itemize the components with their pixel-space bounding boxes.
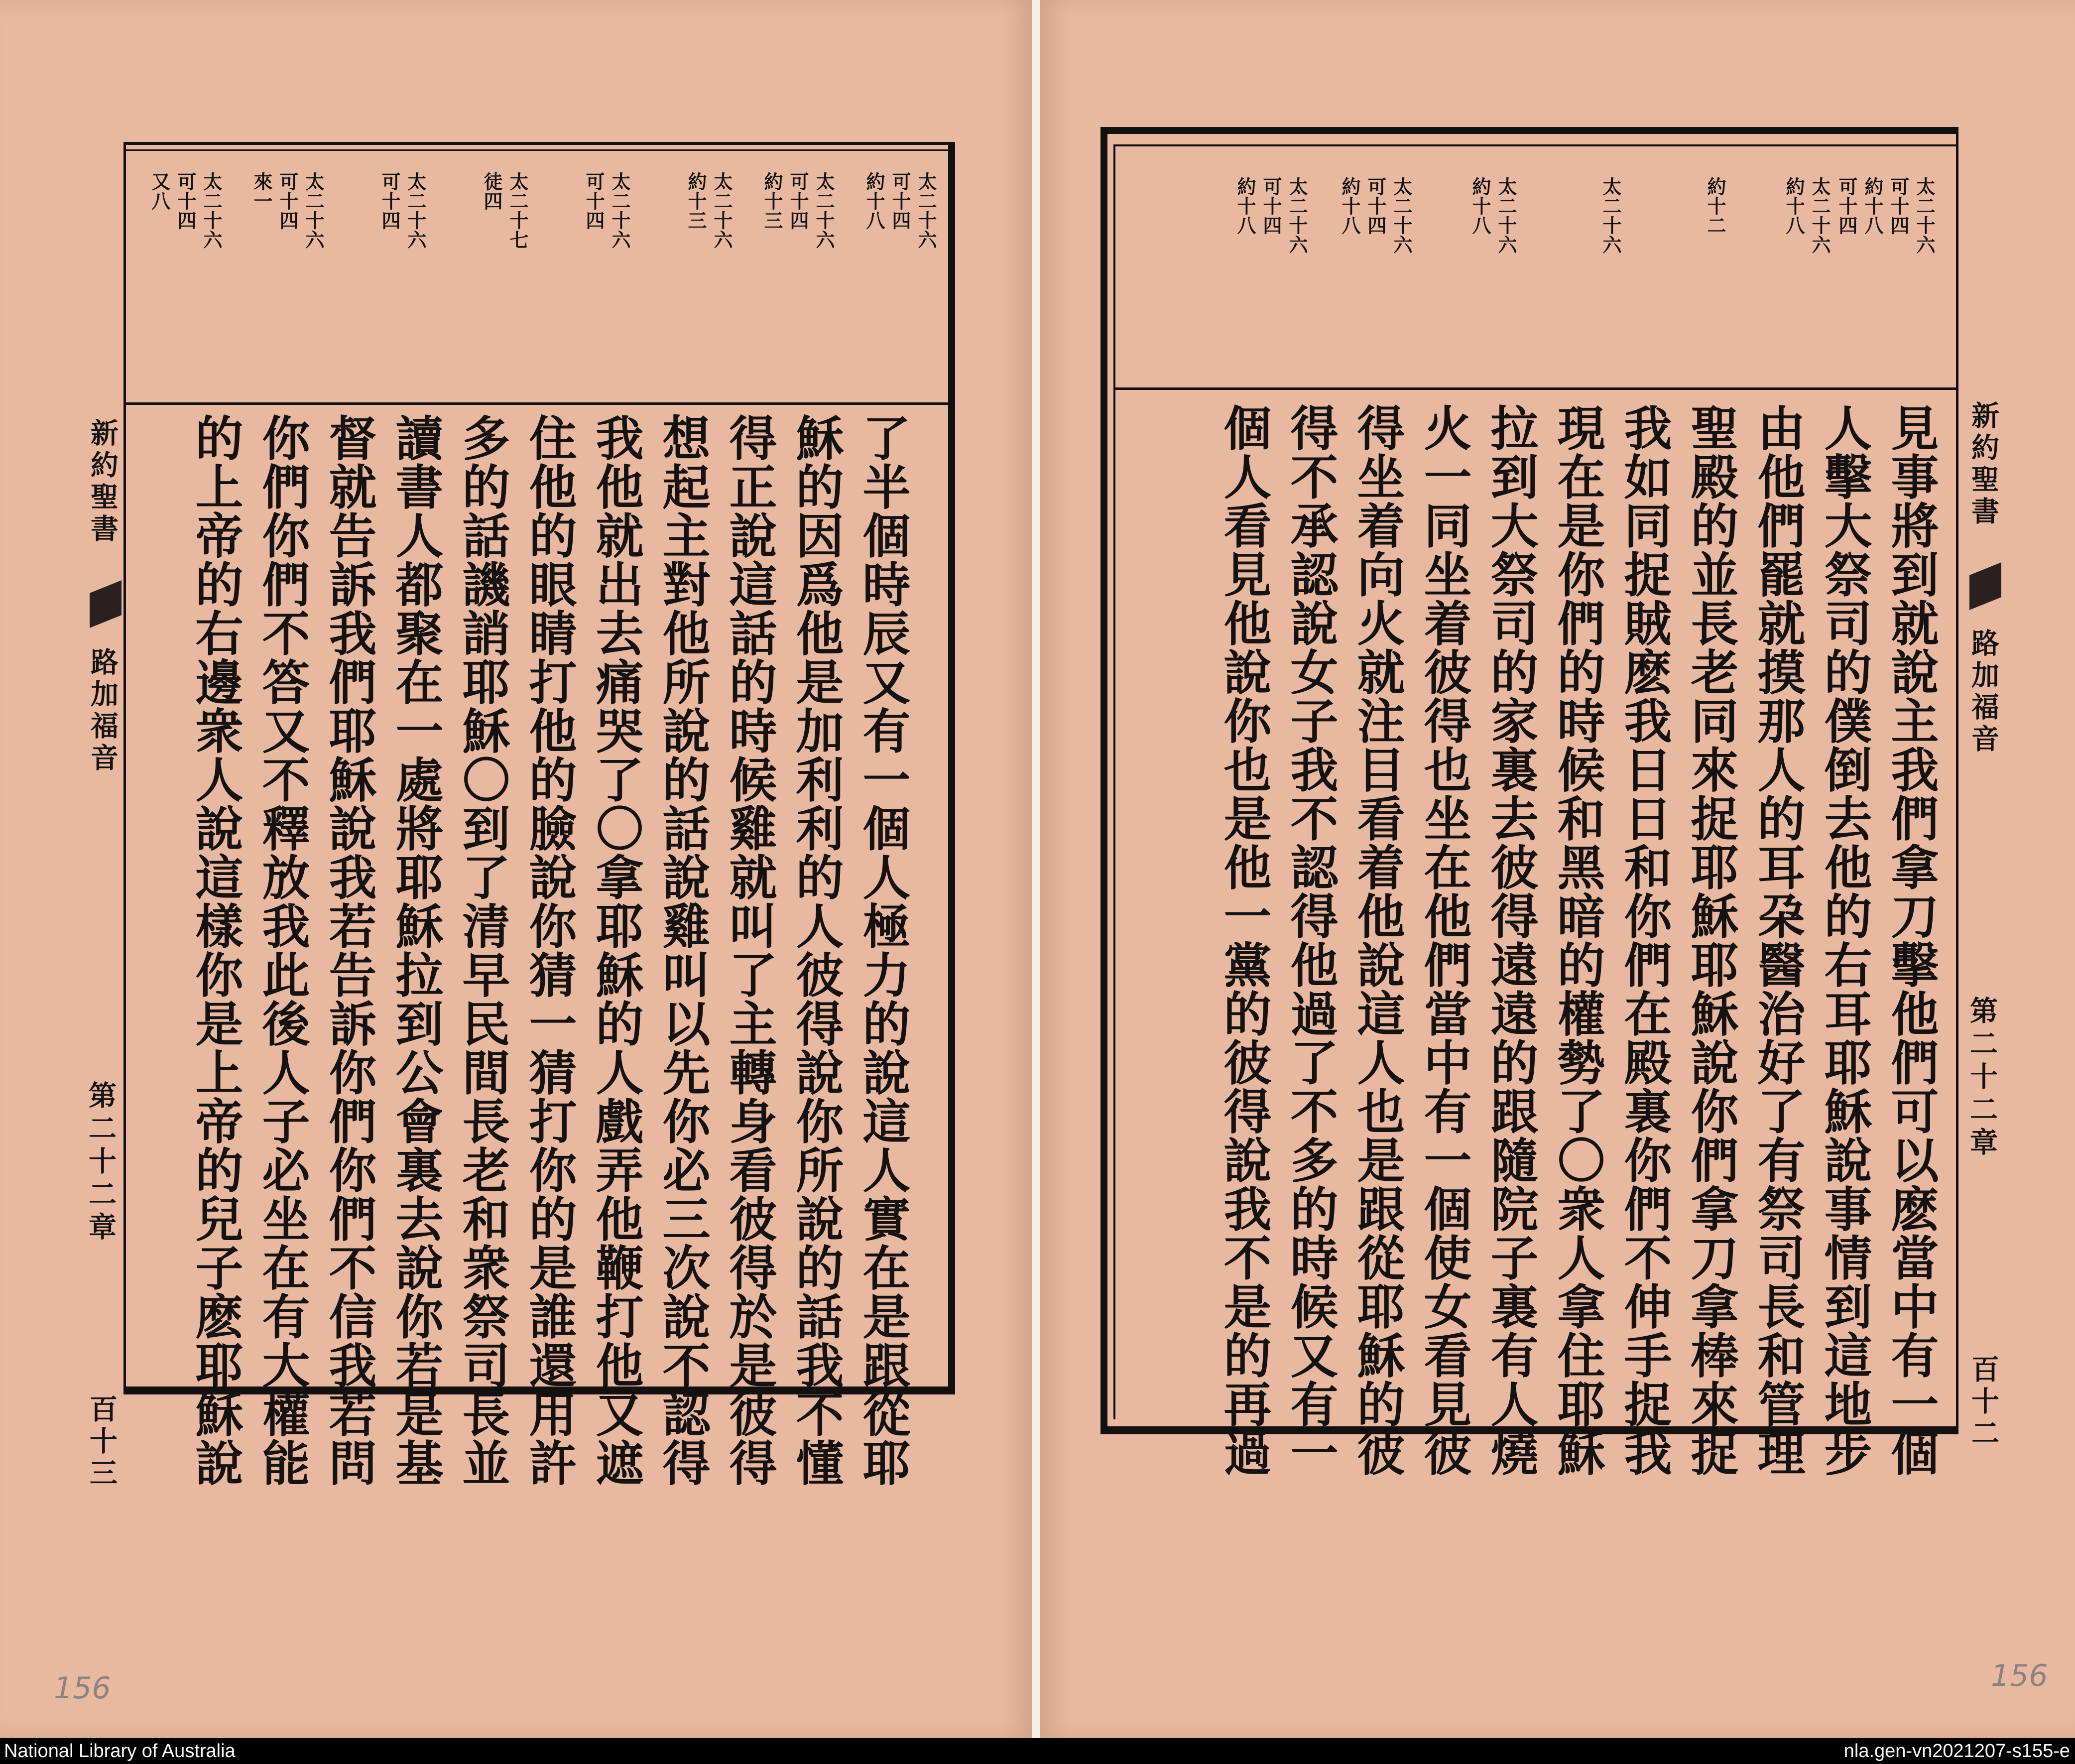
cross-reference: 可十四 (889, 172, 911, 230)
left-top-double-rule (123, 149, 948, 151)
text-column: 得正說這話的時候雞就叫了主轉身看彼得於是彼得 (722, 413, 778, 1487)
cross-reference: 可十四 (1364, 177, 1387, 235)
text-column: 住他的眼睛打他的臉說你猜一猜打你的是誰還用許 (521, 413, 578, 1487)
cross-reference: 太二十六 (302, 172, 325, 250)
right-running-title: 新約聖書 (1967, 401, 2000, 528)
right-frame-right-rule (1956, 127, 1958, 1434)
cross-reference: 約十八 (863, 172, 885, 230)
left-running-title: 新約聖書 (86, 418, 119, 546)
left-page-number: 百十三 (85, 1394, 118, 1490)
cross-reference: 可十四 (1887, 177, 1910, 235)
book-gutter (1032, 0, 1040, 1738)
cross-reference: 太二十六 (1286, 177, 1308, 254)
cross-reference: 約十三 (685, 172, 707, 230)
text-column: 人擊大祭司的僕倒去他的右耳耶穌說事情到這地步 (1817, 403, 1873, 1477)
text-column: 拉到大祭司的家裏去彼得遠遠的跟隨院子裏有人燒 (1483, 403, 1539, 1477)
text-column: 穌的因爲他是加利利的人彼得說你所說的話我不懂 (788, 413, 845, 1487)
cross-reference: 約十八 (1469, 177, 1491, 235)
cross-reference: 來一 (250, 172, 273, 211)
text-column: 我他就出去痛哭了〇拿耶穌的人戲弄他鞭打他又遮 (588, 413, 644, 1487)
text-column: 督就告訴我們耶穌說我若告訴你們你們不信我若問 (321, 413, 377, 1487)
text-column: 了半個時辰又有一個人極力的說這人實在是跟從耶 (855, 413, 911, 1487)
text-column: 由他們罷就摸那人的耳朶醫治好了有祭司長和管理 (1750, 403, 1806, 1477)
cross-reference: 可十四 (787, 172, 809, 230)
cross-reference: 約十八 (1783, 177, 1805, 235)
cross-reference: 約十八 (1339, 177, 1361, 235)
footer-bar (0, 1738, 2075, 1764)
cross-reference: 太二十六 (404, 172, 427, 250)
cross-reference: 約十二 (1704, 177, 1726, 235)
text-column: 多的話譏誚耶穌〇到了清早民間長老和衆祭司長並 (455, 413, 511, 1487)
cross-reference: 可十四 (276, 172, 299, 230)
text-column: 想起主對他所說的話說雞叫以先你必三次說不認得 (655, 413, 711, 1487)
left-chapter-label: 第二十二章 (84, 1081, 117, 1245)
cross-reference: 可十四 (174, 172, 197, 230)
text-column: 個人看見他說你也是他一黨的彼得說我不是的再過 (1216, 403, 1272, 1477)
right-page-number: 百十二 (1967, 1355, 2000, 1450)
cross-reference: 太二十六 (711, 172, 733, 250)
left-gospel-title: 路加福音 (86, 647, 119, 775)
cross-reference: 又八 (148, 172, 171, 211)
text-column: 得坐着向火就注目看着他說這人也是跟從耶穌的彼 (1349, 403, 1406, 1477)
right-gospel-title: 路加福音 (1967, 629, 2000, 756)
cross-reference: 徒四 (481, 172, 503, 211)
text-column: 我如同捉賊麽我日日和你們在殿裏你們不伸手捉我 (1616, 403, 1673, 1477)
cross-reference: 太二十六 (1599, 177, 1622, 254)
text-column: 得不承認說女子我不認得他過了不多的時候又有一 (1283, 403, 1339, 1477)
cross-reference: 約十八 (1234, 177, 1256, 235)
cross-reference: 太二十六 (1809, 177, 1831, 254)
cross-reference: 可十四 (378, 172, 401, 230)
text-column: 火一同坐着彼得也坐在他們當中有一個使女看見彼 (1416, 403, 1472, 1477)
footer-institution: National Library of Australia (4, 1741, 236, 1762)
left-pencil-page-number: 156 (54, 1671, 111, 1706)
cross-reference: 太二十七 (506, 172, 529, 250)
cross-reference: 太二十六 (609, 172, 631, 250)
cross-reference: 太二十六 (200, 172, 223, 250)
text-column: 聖殿的並長老同來捉耶穌耶穌說你們拿刀拿棒來捉 (1683, 403, 1739, 1477)
footer-identifier: nla.gen-vn2021207-s155-e (1843, 1741, 2070, 1762)
cross-reference: 太二十六 (915, 172, 937, 250)
cross-reference: 約十三 (761, 172, 783, 230)
right-top-double-rule (1113, 144, 1958, 146)
cross-reference: 可十四 (1260, 177, 1282, 235)
left-refs-separator (123, 402, 955, 405)
left-frame-left-rule (123, 142, 126, 1394)
cross-reference: 太二十六 (813, 172, 835, 250)
cross-reference: 約十八 (1861, 177, 1884, 235)
cross-reference: 可十四 (583, 172, 605, 230)
cross-reference: 太二十六 (1913, 177, 1936, 254)
cross-reference: 可十四 (1835, 177, 1858, 235)
right-refs-separator (1113, 387, 1958, 390)
text-column: 讀書人都聚在一處將耶穌拉到公會裏去說你若是基 (388, 413, 444, 1487)
cross-reference: 太二十六 (1495, 177, 1517, 254)
text-column: 現在是你們的時候和黑暗的權勢了〇衆人拿住耶穌 (1550, 403, 1606, 1477)
right-pencil-page-number: 156 (1991, 1658, 2048, 1693)
text-column: 的上帝的右邊衆人說這樣你是上帝的兒子麽耶穌說 (188, 413, 244, 1487)
cross-reference: 太二十六 (1390, 177, 1413, 254)
right-chapter-label: 第二十二章 (1965, 996, 1998, 1160)
text-column: 你們你們不答又不釋放我此後人子必坐在有大權能 (254, 413, 311, 1487)
right-inner-left-rule (1113, 144, 1115, 1419)
text-column: 見事將到就說主我們拿刀擊他們可以麽當中有一個 (1883, 403, 1940, 1477)
